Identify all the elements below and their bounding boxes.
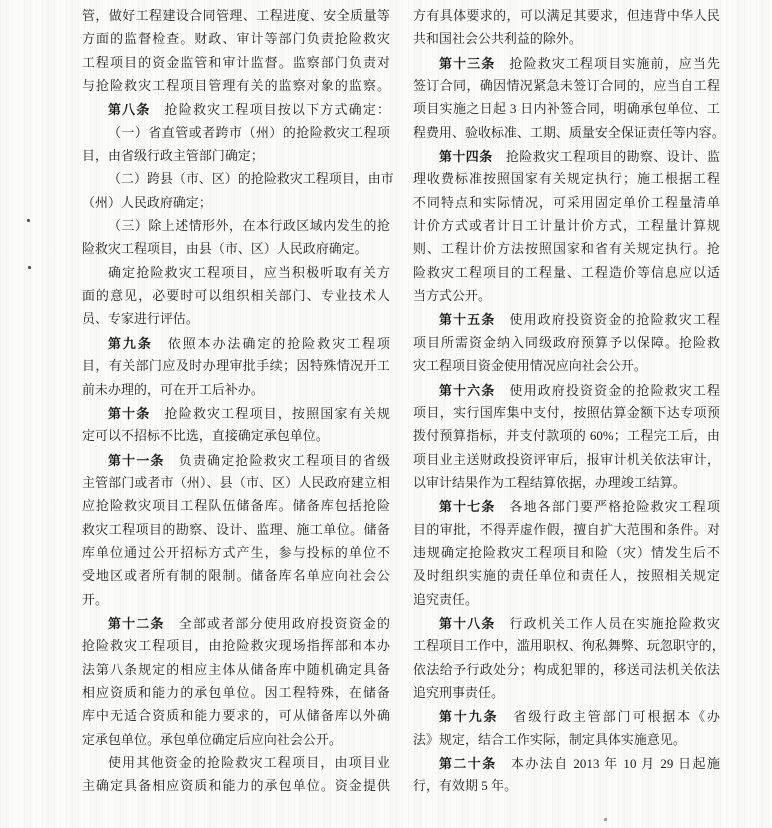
line-text: 库中无适合资质和能力要求的，可从储备库以外确 — [82, 709, 390, 724]
line-text: 全部或者部分使用政府投资资金的 — [164, 616, 390, 631]
article-number: 第九条 — [108, 335, 153, 351]
line-text: 目，有关部门应及时办理审批手续；因特殊情况开工 — [82, 359, 390, 374]
text-line — [413, 542, 720, 565]
article-line — [413, 379, 720, 402]
text-line — [82, 519, 390, 542]
line-text: 负责确定抢险救灾工程项目的省级 — [164, 453, 390, 468]
text-line — [82, 5, 390, 28]
line-text: （一）省直管或者跨市（州）的抢险救灾工程项 — [108, 125, 390, 140]
text-line — [82, 192, 390, 215]
text-line — [82, 472, 390, 495]
text-line — [413, 449, 720, 472]
line-text: 行，有效期 5 年。 — [413, 779, 518, 794]
text-line — [413, 589, 720, 612]
text-line — [413, 332, 720, 355]
article-number: 第十九条 — [439, 709, 499, 725]
line-text: 定可以不招标不比选，直接确定承包单位。 — [82, 429, 329, 444]
article-line — [413, 705, 720, 728]
article-number: 第十八条 — [439, 615, 496, 631]
article-number: 第十六条 — [439, 382, 496, 398]
text-line — [413, 659, 720, 682]
text-line — [82, 75, 390, 98]
text-line — [82, 425, 390, 448]
text-line — [82, 122, 390, 145]
line-text: 程费用、验收标准、工期、质量安全保证责任等内容。 — [413, 125, 725, 140]
line-text: 主确定具备相应资质和能力的承包单位。资金提供 — [82, 779, 390, 794]
scan-speck — [27, 219, 30, 222]
line-text: 前未办理的，可在开工后补办。 — [82, 382, 264, 397]
line-text: 项目实施之日起 3 日内补签合同，明确承包单位、工 — [413, 102, 720, 117]
text-line — [82, 752, 390, 775]
line-text: 本办法自 2013 年 10 月 29 日起施 — [496, 757, 720, 771]
article-line — [413, 145, 720, 168]
text-line — [82, 635, 390, 658]
text-line — [82, 145, 390, 168]
line-text: （州）人民政府确定； — [82, 195, 212, 210]
article-line — [82, 402, 390, 425]
line-text: 抢险救灾工程项目实施前，应当先 — [495, 56, 720, 71]
line-text: 与抢险救灾工程项目管理有关的监察对象的监察。 — [82, 79, 390, 94]
text-line — [413, 5, 720, 28]
text-line — [82, 775, 390, 798]
text-column-left — [82, 5, 394, 799]
text-line — [413, 122, 725, 145]
line-text: 不同特点和实际情况，可采用固定单价工程量清单 — [413, 195, 720, 210]
text-line — [82, 495, 390, 518]
article-line — [82, 449, 390, 472]
line-text: 方面的监督检查。财政、审计等部门负责抢险救灾 — [82, 32, 390, 47]
line-text: （三）除上述情形外，在本行政区域内发生的抢 — [108, 219, 390, 234]
text-line — [82, 379, 390, 402]
text-line — [82, 215, 390, 238]
text-line — [82, 355, 390, 378]
article-number: 第二十条 — [439, 756, 497, 771]
article-number: 第十三条 — [439, 55, 496, 71]
line-text: 抢险救灾工程项目，由抢险救灾现场指挥部和本办 — [82, 639, 390, 654]
line-text: 理收费标准按照国家有关规定执行；施工根据工程 — [413, 172, 720, 187]
line-text: 共和国社会公共利益的除外。 — [413, 32, 582, 47]
text-line — [413, 402, 720, 425]
line-text: 使用其他资金的抢险救灾工程项目，由项目业 — [108, 756, 390, 770]
text-line — [82, 238, 390, 261]
article-number: 第十条 — [108, 405, 151, 421]
line-text: 相应资质和能力的承包单位。因工程特殊，在储备 — [82, 685, 390, 700]
article-line — [82, 98, 390, 121]
line-text: 定承包单位。承包单位确定后应向社会公开。 — [82, 732, 342, 747]
line-text: 签订合同，确因情况紧急未签订合同的，应当自工程 — [413, 79, 720, 94]
line-text: 抢险救灾工程项目的勘察、设计、监 — [492, 150, 720, 165]
text-column-right — [413, 5, 725, 799]
line-text: 拨付预算指标，并支付款项的 60%；工程完工后，由 — [413, 429, 720, 444]
line-text: 方有具体要求的，可以满足其要求，但违背中华人民 — [413, 9, 720, 23]
text-line — [82, 659, 390, 682]
line-text: 救灾工程项目的勘察、设计、监理、施工单位。储备 — [82, 522, 390, 537]
line-text: 项目，实行国库集中支付，按照估算金额下达专项预 — [413, 405, 720, 420]
line-text: 抢险救灾工程项目按以下方式确定： — [150, 103, 390, 118]
scan-speck — [28, 266, 31, 269]
line-text: 确定抢险救灾工程项目，应当积极听取有关方 — [108, 265, 390, 280]
text-line — [413, 285, 720, 308]
article-number: 第十四条 — [439, 149, 493, 165]
article-line — [413, 52, 720, 75]
text-line — [413, 472, 720, 495]
text-line — [413, 98, 720, 121]
line-text: 以审计结果作为工程结算依据，办理竣工结算。 — [413, 475, 686, 490]
text-line — [82, 285, 390, 308]
scan-speck — [604, 818, 607, 821]
line-text: （二）跨县（市、区）的抢险救灾工程项目，由市 — [108, 172, 394, 187]
line-text: 法》规定，结合工作实际，制定具体实施意见。 — [413, 732, 686, 747]
article-line — [413, 752, 720, 775]
line-text: 则、工程计价方法按照国家和省有关规定执行。抢 — [413, 242, 720, 257]
line-text: 主管部门或者市（州）、县（市、区）人民政府建立相 — [82, 475, 390, 490]
line-text: 当方式公开。 — [413, 289, 491, 304]
line-text: 违规确定抢险救灾工程项目和险（灾）情发生后不 — [413, 545, 720, 560]
line-text: 依法给予行政处分；构成犯罪的，移送司法机关依法 — [413, 662, 720, 677]
text-line — [82, 262, 390, 285]
line-text: 应抢险救灾项目工程队伍储备库。储备库包括抢险 — [82, 499, 390, 514]
line-text: 险救灾工程项目，由县（市、区）人民政府确定。 — [82, 242, 368, 257]
text-line — [413, 729, 720, 752]
line-text: 各地各部门要严格抢险救灾工程项 — [495, 500, 720, 515]
line-text: 员、专家进行评估。 — [82, 312, 199, 327]
text-line — [82, 542, 390, 565]
line-text: 面的意见，必要时可以组织相关部门、专业技术人 — [82, 289, 390, 304]
line-text: 追究责任。 — [413, 592, 478, 607]
line-text: 险救灾工程项目的工程量、工程造价等信息应以适 — [413, 265, 720, 280]
line-text: 目的审批，不得弄虚作假，擅自扩大范围和条件。对 — [413, 522, 720, 537]
text-line — [82, 52, 390, 75]
article-line — [413, 308, 720, 331]
article-line — [413, 612, 720, 635]
article-number: 第八条 — [108, 102, 151, 118]
text-line — [413, 215, 720, 238]
text-line — [82, 308, 390, 331]
line-text: 工程项目工作中，滥用职权、徇私舞弊、玩忽职守的， — [413, 639, 725, 654]
line-text: 行政机关工作人员在实施抢险救灾 — [495, 616, 720, 631]
article-line — [413, 495, 720, 518]
article-line — [82, 332, 390, 355]
text-line — [82, 28, 390, 51]
line-text: 灾工程项目资金使用情况应向社会公开。 — [413, 359, 647, 374]
text-line — [82, 565, 390, 588]
line-text: 开。 — [82, 592, 108, 607]
article-number: 第十一条 — [108, 452, 165, 468]
text-line — [413, 682, 720, 705]
line-text: 依照本办法确定的抢险救灾工程项 — [152, 336, 390, 351]
line-text: 抢险救灾工程项目，按照国家有关规 — [150, 406, 390, 421]
line-text: 目，由省级行政主管部门确定； — [82, 149, 264, 164]
line-text: 受地区或者所有制的限制。储备库名单应向社会公 — [82, 569, 390, 584]
text-line — [82, 729, 390, 752]
line-text: 使用政府投资资金的抢险救灾工程 — [495, 383, 720, 398]
text-line — [413, 168, 720, 191]
line-text: 追究刑事责任。 — [413, 685, 504, 700]
text-line — [413, 565, 720, 588]
article-line — [82, 612, 390, 635]
article-number: 第十二条 — [108, 615, 165, 631]
line-text: 及时组织实施的责任单位和责任人，按照相关规定 — [413, 569, 720, 584]
text-line — [413, 262, 720, 285]
line-text: 法第八条规定的相应主体从储备库中随机确定具备 — [82, 662, 390, 677]
text-line — [413, 28, 720, 51]
line-text: 使用政府投资资金的抢险救灾工程 — [495, 313, 720, 328]
article-number: 第十七条 — [439, 499, 496, 515]
text-line — [82, 705, 390, 728]
text-line — [82, 168, 394, 191]
text-line — [82, 682, 390, 705]
text-line — [413, 425, 720, 448]
text-line — [413, 775, 720, 798]
article-number: 第十五条 — [439, 312, 496, 328]
text-line — [413, 75, 720, 98]
text-line — [413, 519, 720, 542]
line-text: 库单位通过公开招标方式产生，参与投标的单位不 — [82, 545, 390, 560]
line-text: 省级行政主管部门可根据本《办 — [498, 710, 720, 725]
text-line — [413, 635, 725, 658]
line-text: 工程项目的资金监管和审计监督。监察部门负责对 — [82, 55, 390, 70]
line-text: 项目业主送财政投资评审后，报审计机关依法审计， — [413, 452, 720, 467]
text-line — [413, 192, 720, 215]
text-line — [413, 238, 720, 261]
text-line — [82, 589, 390, 612]
line-text: 管，做好工程建设合同管理、工程进度、安全质量等 — [82, 9, 390, 23]
line-text: 计价方式或者计日工计量计价方式，工程量计算规 — [413, 219, 720, 234]
text-line — [413, 355, 720, 378]
line-text: 项目所需资金纳入同级政府预算予以保障。抢险救 — [413, 335, 720, 350]
